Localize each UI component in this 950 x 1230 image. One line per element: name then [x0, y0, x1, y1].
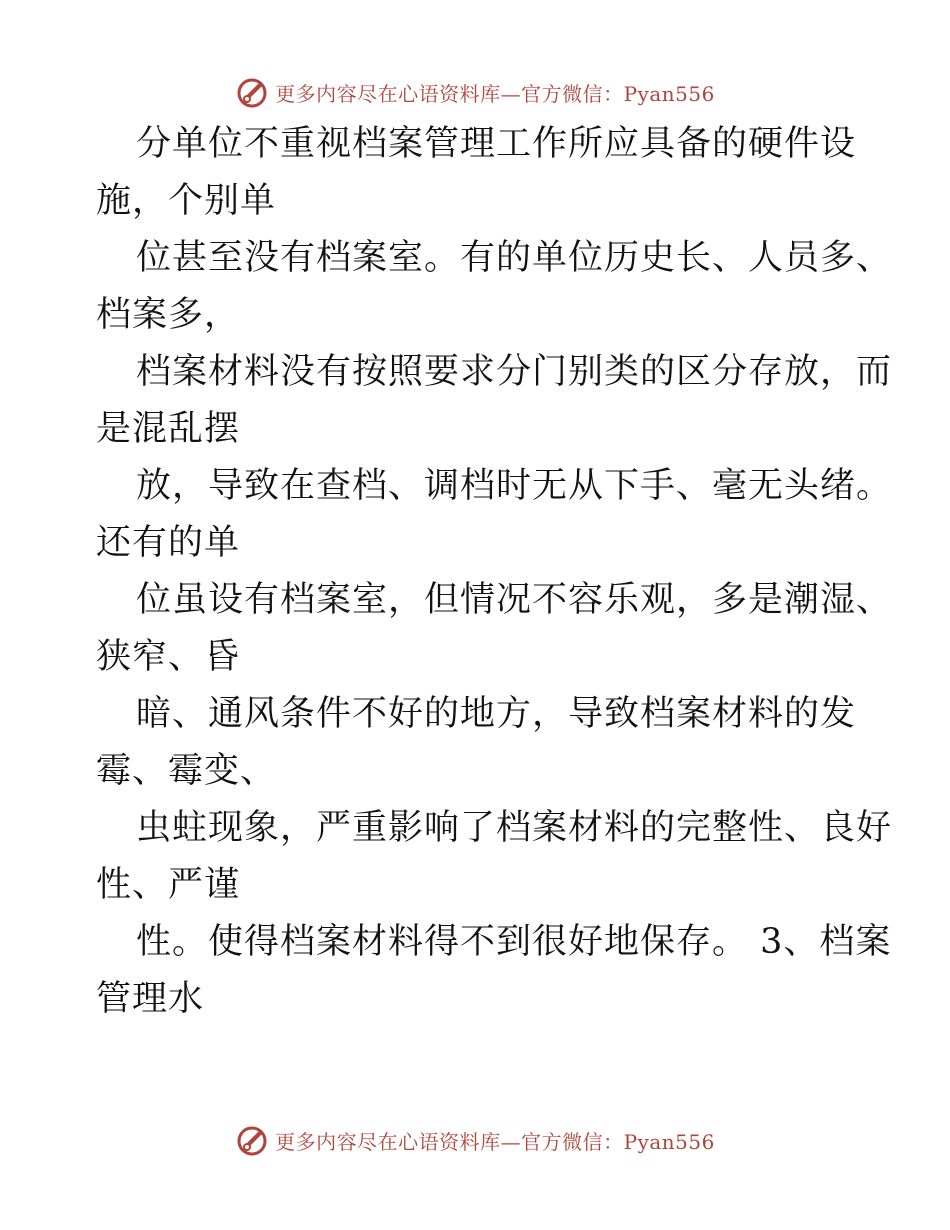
paragraph-line: 狭窄、昏 — [96, 637, 241, 677]
paragraph-2 — [96, 230, 893, 344]
paragraph-line: 管理水 — [96, 979, 205, 1019]
paragraph-line: 性、严谨 — [96, 865, 241, 905]
header-banner-text: 更多内容尽在心语资料库—官方微信：Pyan556 — [275, 81, 715, 106]
paragraph-1 — [96, 116, 866, 230]
paragraph-line: 分单位不重视档案管理工作所应具备的硬件设 — [136, 124, 857, 164]
logo-icon — [235, 1123, 269, 1157]
paragraph-line: 位虽设有档案室，但情况不容乐观，多是潮湿、 — [136, 580, 893, 620]
paragraph-line: 档案材料没有按照要求分门别类的区分存放，而 — [136, 352, 893, 392]
paragraph-8 — [96, 914, 892, 1028]
paragraph-line: 暗、通风条件不好的地方，导致档案材料的发 — [136, 694, 857, 734]
paragraph-line: 是混乱摆 — [96, 409, 241, 449]
paragraph-line: 还有的单 — [96, 523, 241, 563]
document-body — [96, 116, 893, 1028]
paragraph-5 — [96, 572, 893, 686]
paragraph-line: 放，导致在查档、调档时无从下手、毫无头绪。 — [136, 466, 893, 506]
logo-icon — [235, 75, 269, 109]
paragraph-7 — [96, 800, 893, 914]
paragraph-3 — [96, 344, 893, 458]
paragraph-line: 虫蛀现象，严重影响了档案材料的完整性、良好 — [136, 808, 893, 848]
paragraph-line: 性。使得档案材料得不到很好地保存。 3、档案 — [136, 922, 892, 962]
paragraph-line: 霉、霉变、 — [96, 751, 277, 791]
paragraph-line: 位甚至没有档案室。有的单位历史长、人员多、 — [136, 238, 893, 278]
header-banner — [0, 72, 950, 112]
paragraph-4 — [96, 458, 893, 572]
footer-banner — [0, 1120, 950, 1160]
footer-banner-text: 更多内容尽在心语资料库—官方微信：Pyan556 — [275, 1129, 715, 1154]
paragraph-line: 档案多， — [96, 295, 241, 335]
paragraph-line: 施，个别单 — [96, 181, 277, 221]
paragraph-6 — [96, 686, 866, 800]
